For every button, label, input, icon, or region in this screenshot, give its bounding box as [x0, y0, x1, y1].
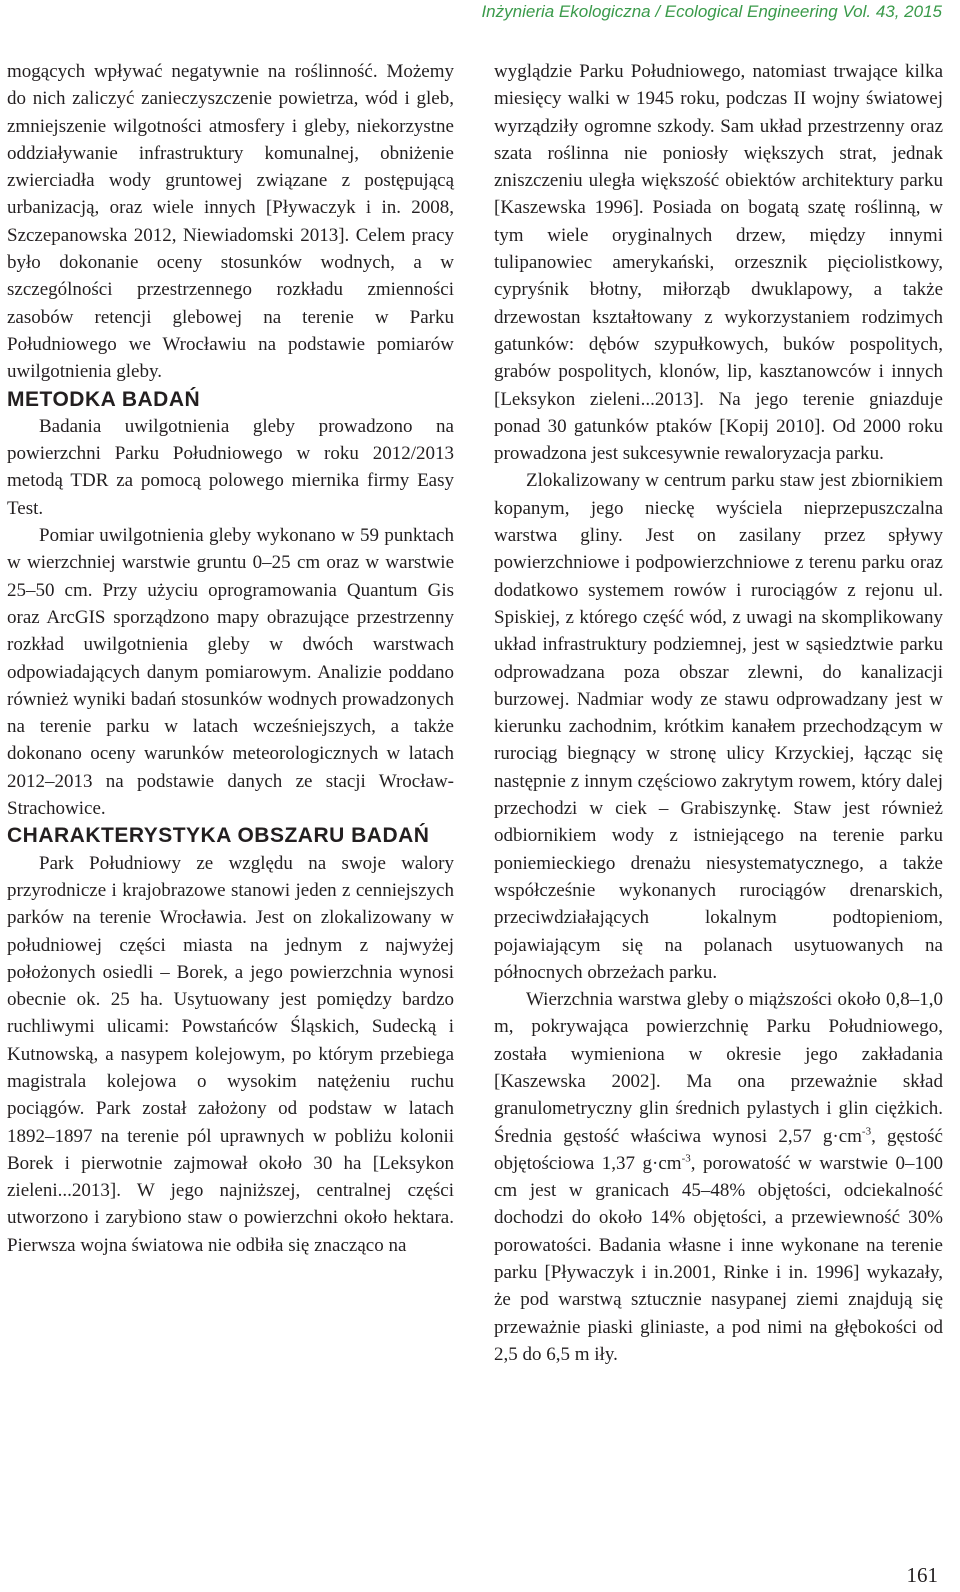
right-paragraph-1: wyglądzie Parku Południowego, natomiast trwające kilka miesięcy walki w 1945 roku, podczas II wojny światowej wyrządziły ogromne szkody. Sam układ przestrzenny oraz szata roślinna nie poniosły większych strat, jednak zniszczeniu uległa większość obiektów architektury parku [Kaszewska 1996]. Posiada on bogatą szatę roślinną, w tym wiele oryginalnych drzew, między innymi tulipanowiec amerykański, orzesznik pięciolistkowy, cypryśnik błotny, miłorząb dwuklapowy, a także drzewostan kształtowany z wykorzystaniem rodzimych gatunków: dębów szypułkowych, buków pospolitych, grabów pospolitych, klonów, lip, kasztanowców i innych [Leksykon zieleni...2013]. Na jego terenie gniazduje ponad 30 gatunków ptaków [Kopij 2010]. Od 2000 roku prowadzona jest sukcesywnie rewaloryzacja parku.: [494, 61, 943, 465]
method-heading: METODKA BADAŃ: [7, 387, 201, 411]
right-column: [494, 58, 943, 1368]
intro-paragraph: mogących wpływać negatywnie na roślinność. Możemy do nich zaliczyć zanieczyszczenie powietrza, wód i gleb, zmniejszenie wilgotności atmosfery i gleby, niekorzystne oddziaływanie infrastruktury komunalnej, obniżenie zwierciadła wody gruntowej związane z postępującą urbanizacją, oraz wiele innych [Pływaczyk i in. 2008, Szczepanowska 2012, Niewiadomski 2013]. Celem pracy było dokonanie oceny stosunków wodnych, a w szczególności przestrzennego rozkładu zmienności zasobów retencji glebowej na terenie w Parku Południowego we Wrocławiu na podstawie pomiarów uwilgotnienia gleby.: [7, 61, 454, 383]
right-paragraph-2: Zlokalizowany w centrum parku staw jest zbiornikiem kopanym, jego nieckę wyściela nieprzepuszczalna warstwa gliny. Jest on zasilany przez spływy powierzchniowe i podpowierzchniowe z terenu parku oraz dodatkowo systemem rowów i rurociągów z rejonu ul. Spiskiej, z którego część wód, z uwagi na skomplikowany układ infrastruktury podziemnej, jest w sąsiedztwie parku odprowadzana poza obszar zlewni, do kanalizacji burzowej. Nadmiar wody ze stawu odprowadzany jest w kierunku zachodnim, krótkim kanałem przechodzącym w rurociąg biegnący w stronę ulicy Krzyckiej, łącząc się następnie z innym częściowo zakrytym rowem, który dalej przechodzi w ciek – Grabiszynkę. Staw jest również odbiornikiem wody z istniejącego na terenie parku poniemieckiego drenażu niesystematycznego, a także współcześnie wykonanych rurociągów drenarskich, przeciwdziałających lokalnym podtopieniom, pojawiającym się na polanach usytuowanych na północnych obrzeżach parku.: [494, 470, 943, 983]
soil-text-part-2: , gęstość objętościowa 1,37 g·cm: [494, 1125, 943, 1174]
method-paragraph-2: Pomiar uwilgotnienia gleby wykonano w 59 punktach w wierzchniej warstwie gruntu 0–25 cm oraz w warstwie 25–50 cm. Przy użyciu oprogramowania Quantum Gis oraz ArcGIS sporządzono mapy obrazujące przestrzenny rozkład uwilgotnienia gleby w dwóch warstwach odpowiadających danym pomiarowym. Analizie poddano również wyniki badań stosunków wodnych prowadzonych na terenie parku w latach wcześniejszych, a także dokonano oceny warunków meteorologicznych w latach 2012–2013 na podstawie danych ze stacji Wrocław-Strachowice.: [7, 525, 454, 820]
soil-text-part-3: , porowatość w warstwie 0–100 cm jest w granicach 45–48% objętości, odciekalność dochodzi do około 14% objętości, a przewiewność 30% porowatości. Badania własne i inne wykonane na terenie parku [Pływaczyk i in.2001, Rinke i in. 1996] wykazały, że pod warstwą sztucznie nasypanej ziemi znajdują się przeważnie piaski gliniaste, a pod nimi na głębokości od 2,5 do 6,5 m iły.: [494, 1152, 943, 1365]
area-heading: CHARAKTERYSTYKA OBSZARU BADAŃ: [7, 824, 430, 848]
density-exponent-1: -3: [861, 1125, 872, 1138]
area-paragraph-1: Park Południowy ze względu na swoje walory przyrodnicze i krajobrazowe stanowi jeden z cenniejszych parków na terenie Wrocławia. Jest on zlokalizowany w południowej części miasta na jednym z najwyżej położonych osiedli – Borek, a jego powierzchnia wynosi obecnie ok. 25 ha. Usytuowany jest pomiędzy bardzo ruchliwymi ulicami: Powstańców Śląskich, Sudecką i Kutnowską, a nasypem kolejowym, po którym przebiega magistrala kolejowa o wysokim natężeniu ruchu pociągów. Park został założony od podstaw w latach 1892–1897 na terenie pól uprawnych w pobliżu kolonii Borek i pierwotnie zajmował około 30 ha [Leksykon zieleni...2013]. W jego najniższej, centralnej części utworzono i zarybiono staw o powierzchni około hektara. Pierwsza wojna światowa nie odbiła się znacząco na: [7, 852, 454, 1256]
page-number: 161: [906, 1563, 938, 1587]
density-exponent-2: -3: [681, 1152, 691, 1165]
soil-text-part-1: Wierzchnia warstwa gleby o miąższości około 0,8–1,0 m, pokrywająca powierzchnię Parku Południowego, została wymieniona w okresie jego zakładania [Kaszewska 2002]. Ma ona przeważnie skład granulometryczny glin średnich pylastych i glin ciężkich. Średnia gęstość właściwa wynosi 2,57 g·cm: [494, 989, 943, 1147]
running-head: Inżynieria Ekologiczna / Ecological Engineering Vol. 43, 2015: [481, 2, 942, 21]
method-paragraph-1: Badania uwilgotnienia gleby prowadzono na powierzchni Parku Południowego w roku 2012/2013 metodą TDR za pomocą polowego miernika firmy Easy Test.: [7, 415, 454, 519]
right-paragraph-3: [494, 986, 943, 1368]
left-column: [7, 58, 454, 1259]
